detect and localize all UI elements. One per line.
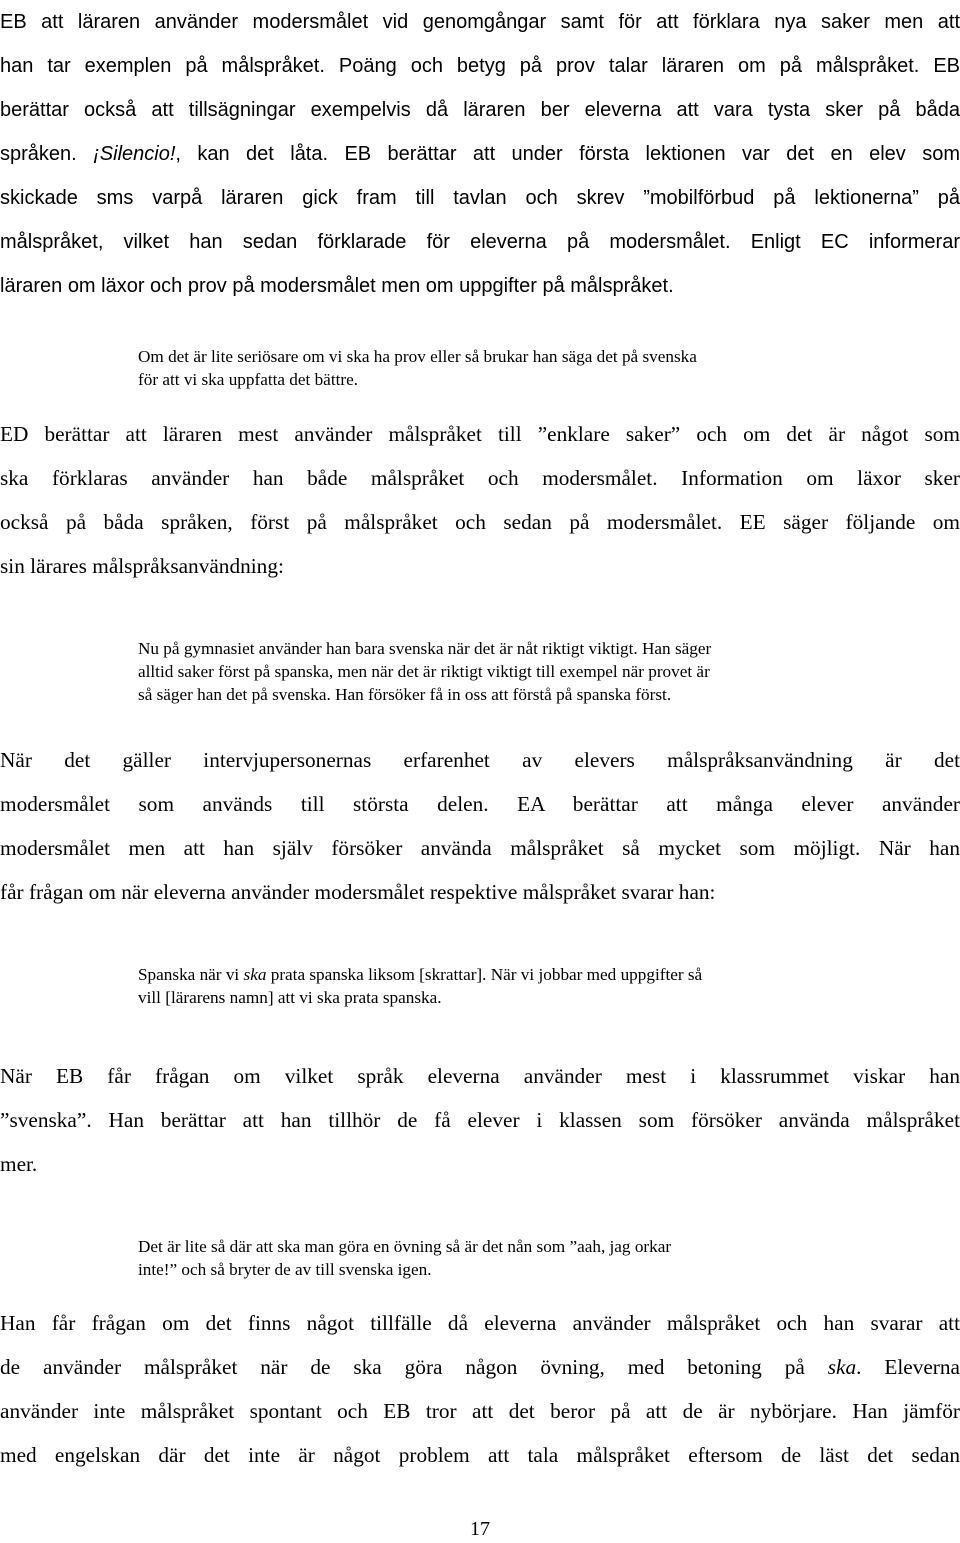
block-quote-4 bbox=[138, 1235, 850, 1281]
paragraph-line: skickade sms varpå läraren gick fram till tavlan och skrev ”mobilförbud på lektionerna” på bbox=[0, 187, 960, 209]
paragraph-line: också på båda språken, först på målspråket och sedan på modersmålet. EE säger följande om bbox=[0, 510, 960, 534]
paragraph-line bbox=[0, 132, 960, 176]
paragraph-line: får frågan om när eleverna använder modersmålet respektive målspråket svarar han: bbox=[0, 880, 716, 904]
quote-line: Nu på gymnasiet använder han bara svenska när det är nåt riktigt viktigt. Han säger bbox=[138, 639, 712, 658]
paragraph-line: sin lärares målspråksanvändning: bbox=[0, 554, 284, 578]
text-segment: de använder målspråket när de ska göra någon övning, med betoning på bbox=[0, 1355, 828, 1379]
quote-line: alltid saker först på spanska, men när det är riktigt viktigt till exempel när provet är bbox=[138, 662, 710, 681]
paragraph-line: ”svenska”. Han berättar att han tillhör de få elever i klassen som försöker använda målspråket bbox=[0, 1108, 960, 1132]
text-segment: språken. bbox=[0, 143, 94, 165]
paragraph-line: berättar också att tillsägningar exempelvis då läraren ber eleverna att vara tysta sker på båda bbox=[0, 99, 960, 121]
paragraph-line: ska förklaras använder han både målspråket och modersmålet. Information om läxor sker bbox=[0, 466, 960, 490]
paragraph-line: läraren om läxor och prov på modersmålet men om uppgifter på målspråket. bbox=[0, 275, 674, 297]
paragraph-line: med engelskan där det inte är något problem att tala målspråket eftersom de läst det sedan bbox=[0, 1443, 960, 1467]
paragraph-line: modersmålet men att han själv försöker använda målspråket så mycket som möjligt. När han bbox=[0, 836, 960, 860]
block-quote-1 bbox=[138, 345, 850, 391]
paragraph-2 bbox=[0, 412, 960, 588]
paragraph-line: När EB får frågan om vilket språk eleverna använder mest i klassrummet viskar han bbox=[0, 1064, 960, 1088]
paragraph-line: modersmålet som används till största delen. EA berättar att många elever använder bbox=[0, 792, 960, 816]
quote-line: så säger han det på svenska. Han försöker få in oss att förstå på spanska först. bbox=[138, 685, 672, 704]
text-segment: , kan det låta. EB berättar att under första lektionen var det en elev som bbox=[175, 143, 960, 165]
text-segment: . Eleverna bbox=[856, 1355, 960, 1379]
paragraph-line: När det gäller intervjupersonernas erfarenhet av elevers målspråksanvändning är det bbox=[0, 748, 960, 772]
quote-line: Om det är lite seriösare om vi ska ha prov eller så brukar han säga det på svenska bbox=[138, 347, 697, 366]
quote-line: Det är lite så där att ska man göra en övning så är det nån som ”aah, jag orkar bbox=[138, 1237, 672, 1256]
paragraph-line: målspråket, vilket han sedan förklarade för eleverna på modersmålet. Enligt EC informerar bbox=[0, 231, 960, 253]
quote-line: vill [lärarens namn] att vi ska prata spanska. bbox=[138, 988, 442, 1007]
quote-line: inte!” och så bryter de av till svenska igen. bbox=[138, 1260, 432, 1279]
quote-line: för att vi ska uppfatta det bättre. bbox=[138, 370, 359, 389]
paragraph-line: han tar exemplen på målspråket. Poäng och betyg på prov talar läraren om på målspråket. EB bbox=[0, 55, 960, 77]
text-segment: Spanska när vi bbox=[138, 965, 244, 984]
italic-text: ¡Silencio! bbox=[93, 143, 176, 165]
paragraph-3 bbox=[0, 738, 960, 914]
paragraph-line bbox=[0, 1345, 960, 1389]
italic-text: ska bbox=[827, 1355, 857, 1379]
paragraph-line: använder inte målspråket spontant och EB tror att det beror på att de är nybörjare. Han jämför bbox=[0, 1399, 960, 1423]
paragraph-4 bbox=[0, 1054, 960, 1186]
italic-text: ska bbox=[243, 965, 267, 984]
block-quote-3 bbox=[138, 963, 850, 1009]
page-number: 17 bbox=[470, 1518, 490, 1540]
paragraph-5 bbox=[0, 1301, 960, 1477]
text-segment: prata spanska liksom [skrattar]. När vi jobbar med uppgifter så bbox=[266, 965, 703, 984]
paragraph-line: ED berättar att läraren mest använder målspråket till ”enklare saker” och om det är något som bbox=[0, 422, 960, 446]
quote-line bbox=[138, 963, 850, 986]
paragraph-line: mer. bbox=[0, 1152, 38, 1176]
paragraph-line: Han får frågan om det finns något tillfälle då eleverna använder målspråket och han svarar att bbox=[0, 1311, 960, 1335]
paragraph-1 bbox=[0, 0, 960, 308]
paragraph-line: EB att läraren använder modersmålet vid genomgångar samt för att förklara nya saker men att bbox=[0, 11, 960, 33]
block-quote-2 bbox=[138, 637, 850, 706]
